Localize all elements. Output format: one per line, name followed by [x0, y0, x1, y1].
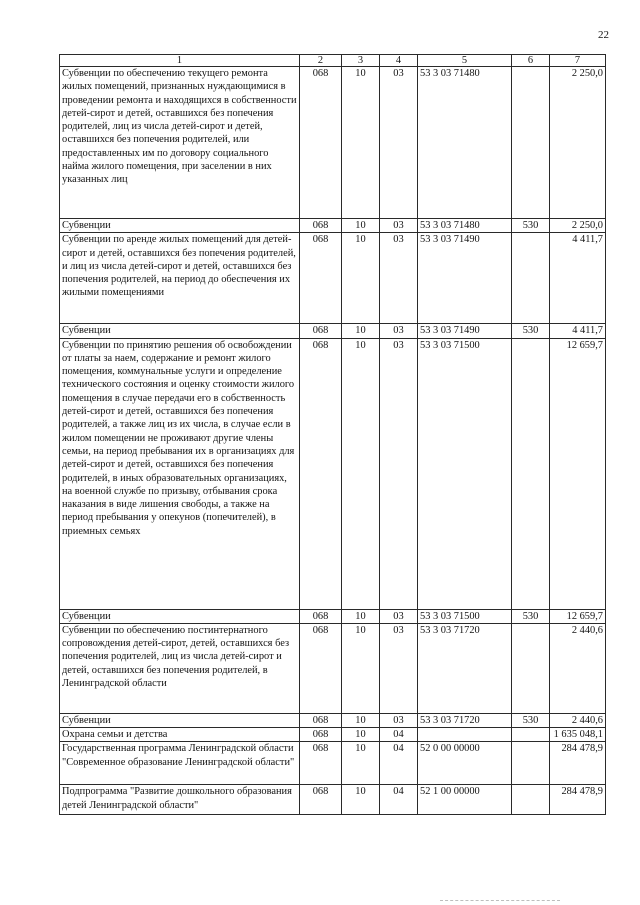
column-number: 2 [300, 55, 342, 67]
table-row [60, 713, 606, 727]
ministry-code: 068 [300, 338, 342, 609]
ministry-code: 068 [300, 233, 342, 324]
subsection-code: 04 [380, 785, 418, 815]
expense-type-code: 530 [512, 609, 550, 623]
subsection-code: 03 [380, 67, 418, 219]
table-row [60, 623, 606, 713]
section-code: 10 [342, 233, 380, 324]
column-number: 1 [60, 55, 300, 67]
amount: 2 440,6 [550, 713, 606, 727]
budget-table [59, 54, 606, 815]
subsection-code: 04 [380, 742, 418, 785]
amount: 12 659,7 [550, 338, 606, 609]
row-name: Субвенции по принятию решения об освобождении от платы за наем, содержание и ремонт жилого помещения, коммунальные услуги и определение технического состояния и оценку стоимости жилого помещения в случае передачи его в собственность детей-сирот и детей, оставшихся без попечения родителей, а также лиц из их числа, в случае если в жилом помещении не проживают другие члены семьи, на период пребывания их в организациях для детей-сирот и детей, оставшихся без попечения родителей, в иных образовательных организациях, на военной службе по призыву, отбывания срока наказания в виде лишения свободы, а также на период пребывания у опекунов (попечителей), в приемных семьях [60, 338, 300, 609]
ministry-code: 068 [300, 623, 342, 713]
ministry-code: 068 [300, 728, 342, 742]
amount: 1 635 048,1 [550, 728, 606, 742]
row-name: Субвенции [60, 324, 300, 338]
section-code: 10 [342, 742, 380, 785]
section-code: 10 [342, 338, 380, 609]
ministry-code: 068 [300, 67, 342, 219]
table-row [60, 728, 606, 742]
page-number: 22 [598, 29, 609, 41]
expense-type-code [512, 338, 550, 609]
table-row [60, 233, 606, 324]
expense-type-code: 530 [512, 324, 550, 338]
scan-artifact-line [440, 900, 560, 902]
amount: 4 411,7 [550, 233, 606, 324]
row-name: Субвенции по обеспечению постинтернатного сопровождения детей-сирот, детей, оставшихся без попечения родителей, лиц из числа детей-сирот и детей, оставшихся без попечения родителей, в Ленинградской области [60, 623, 300, 713]
subsection-code: 03 [380, 219, 418, 233]
table-row [60, 219, 606, 233]
ministry-code: 068 [300, 219, 342, 233]
row-name: Подпрограмма "Развитие дошкольного образования детей Ленинградской области" [60, 785, 300, 815]
target-article-code: 53 3 03 71480 [418, 67, 512, 219]
expense-type-code [512, 742, 550, 785]
table-row [60, 324, 606, 338]
ministry-code: 068 [300, 742, 342, 785]
table-row [60, 609, 606, 623]
expense-type-code: 530 [512, 713, 550, 727]
table-row [60, 67, 606, 219]
subsection-code: 03 [380, 623, 418, 713]
target-article-code: 53 3 03 71500 [418, 338, 512, 609]
amount: 2 250,0 [550, 67, 606, 219]
section-code: 10 [342, 728, 380, 742]
amount: 12 659,7 [550, 609, 606, 623]
expense-type-code [512, 728, 550, 742]
target-article-code: 53 3 03 71500 [418, 609, 512, 623]
column-number: 5 [418, 55, 512, 67]
amount: 284 478,9 [550, 742, 606, 785]
subsection-code: 03 [380, 609, 418, 623]
subsection-code: 03 [380, 713, 418, 727]
subsection-code: 03 [380, 324, 418, 338]
section-code: 10 [342, 785, 380, 815]
column-number: 6 [512, 55, 550, 67]
column-number-row [60, 55, 606, 67]
target-article-code [418, 728, 512, 742]
row-name: Субвенции по обеспечению текущего ремонта жилых помещений, признанных нуждающимися в проведении ремонта и находящихся в собственности детей-сирот и детей, оставшихся без попечения родителей, лиц из числа детей-сирот и детей, оставшихся без попечения родителей, или предоставленных им по договору социального найма жилого помещения, при заселении в них указанных лиц [60, 67, 300, 219]
section-code: 10 [342, 713, 380, 727]
subsection-code: 03 [380, 338, 418, 609]
target-article-code: 52 0 00 00000 [418, 742, 512, 785]
ministry-code: 068 [300, 713, 342, 727]
amount: 2 440,6 [550, 623, 606, 713]
target-article-code: 52 1 00 00000 [418, 785, 512, 815]
amount: 4 411,7 [550, 324, 606, 338]
target-article-code: 53 3 03 71490 [418, 324, 512, 338]
row-name: Субвенции [60, 609, 300, 623]
column-number: 3 [342, 55, 380, 67]
ministry-code: 068 [300, 785, 342, 815]
table-row [60, 338, 606, 609]
expense-type-code [512, 785, 550, 815]
column-number: 7 [550, 55, 606, 67]
section-code: 10 [342, 324, 380, 338]
amount: 2 250,0 [550, 219, 606, 233]
target-article-code: 53 3 03 71490 [418, 233, 512, 324]
row-name: Субвенции [60, 219, 300, 233]
target-article-code: 53 3 03 71720 [418, 623, 512, 713]
expense-type-code [512, 233, 550, 324]
row-name: Субвенции [60, 713, 300, 727]
section-code: 10 [342, 623, 380, 713]
expense-type-code [512, 67, 550, 219]
section-code: 10 [342, 219, 380, 233]
column-number: 4 [380, 55, 418, 67]
row-name: Субвенции по аренде жилых помещений для детей-сирот и детей, оставшихся без попечения родителей, и лиц из числа детей-сирот и детей, оставшихся без попечения родителей, на период до обеспечения их жилыми помещениями [60, 233, 300, 324]
amount: 284 478,9 [550, 785, 606, 815]
expense-type-code [512, 623, 550, 713]
target-article-code: 53 3 03 71720 [418, 713, 512, 727]
row-name: Государственная программа Ленинградской области "Современное образование Ленинградской области" [60, 742, 300, 785]
ministry-code: 068 [300, 609, 342, 623]
table-row [60, 742, 606, 785]
table-row [60, 785, 606, 815]
ministry-code: 068 [300, 324, 342, 338]
subsection-code: 04 [380, 728, 418, 742]
section-code: 10 [342, 609, 380, 623]
expense-type-code: 530 [512, 219, 550, 233]
section-code: 10 [342, 67, 380, 219]
row-name: Охрана семьи и детства [60, 728, 300, 742]
subsection-code: 03 [380, 233, 418, 324]
target-article-code: 53 3 03 71480 [418, 219, 512, 233]
